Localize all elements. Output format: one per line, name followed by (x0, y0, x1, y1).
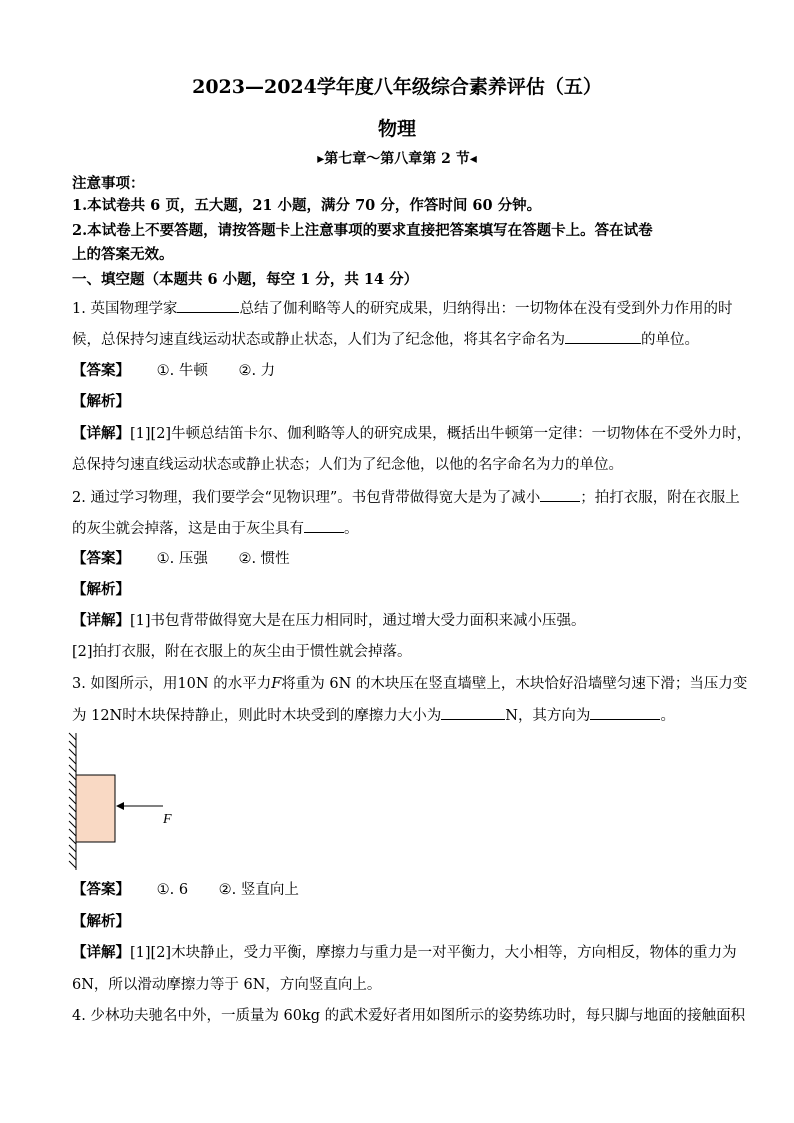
wooden-block (76, 775, 115, 842)
q1-blank-2 (565, 329, 641, 344)
analysis-label: 【解析】 (72, 581, 130, 598)
q2-blank-2 (304, 518, 344, 533)
analysis-label: 【解析】 (72, 393, 130, 410)
wall-block-figure (66, 730, 196, 875)
q2-answer-1: ①. 压强 (156, 551, 208, 567)
q4-line-1: 4. 少林功夫驰名中外，一质量为 60kg 的武术爱好者用如图所示的姿势练功时，每只脚与地面的接触面积 (72, 1008, 746, 1024)
section-1-heading: 一、填空题（本题共 6 小题，每空 1 分，共 14 分） (72, 271, 419, 288)
exam-title: 2023—2024学年度八年级综合素养评估（五） (192, 76, 602, 98)
q1-text-d: 的单位。 (641, 332, 699, 348)
q1-text-c: 候，总保持匀速直线运动状态或静止状态，人们为了纪念他，将其名字命名为 (72, 332, 565, 348)
q3-detail-line-1: 【详解】[1][2]木块静止，受力平衡，摩擦力与重力是一对平衡力，大小相等，方向相反，物体的重力为 (72, 944, 737, 961)
answer-label: 【答案】 (72, 362, 130, 379)
analysis-label: 【解析】 (72, 913, 130, 930)
q1-line-1 (72, 298, 732, 319)
q1-text-a: 1. 英国物理学家 (72, 301, 178, 317)
q2-answer-2: ②. 惯性 (238, 551, 290, 567)
q1-line-2 (72, 329, 699, 350)
q2-answer-row (72, 549, 316, 569)
q2-line-1: 2. 通过学习物理，我们要学会“见物识理”。书包背带做得宽大是为了减小 ；拍打衣服，附在衣服上 (72, 487, 740, 508)
q1-answer-row (72, 361, 301, 381)
q2-detail-line-1: 【详解】[1]书包背带做得宽大是在压力相同时，通过增大受力面积来减小压强。 (72, 612, 586, 629)
q2-detail-line-2: [2]拍打衣服，附在衣服上的灰尘由于惯性就会掉落。 (72, 644, 412, 660)
notice-heading: 注意事项： (72, 175, 145, 192)
q3-answer-row (72, 880, 325, 900)
answer-label: 【答案】 (72, 550, 130, 567)
q1-detail-line-1: 【详解】[1][2]牛顿总结笛卡尔、伽利略等人的研究成果，概括出牛顿第一定律：一切物体在不受外力时， (72, 425, 752, 442)
detail-label: 【详解】 (72, 612, 130, 629)
q2-line-2: 的灰尘就会掉落，这是由于灰尘具有 。 (72, 518, 359, 539)
q3-line-2: 为 12N时木块保持静止，则此时木块受到的摩擦力大小为 N，其方向为 。 (72, 705, 675, 726)
force-arrow-head (116, 802, 124, 810)
q3-blank-2 (590, 705, 660, 720)
q3-blank-1 (441, 705, 505, 720)
q2-blank-1 (540, 487, 580, 502)
force-label: F (163, 812, 172, 827)
scope-line: ▸第七章～第八章第 2 节◂ (317, 151, 477, 167)
notice-item-2-line-2: 上的答案无效。 (72, 246, 174, 263)
q3-detail-line-2: 6N，所以滑动摩擦力等于 6N，方向竖直向上。 (72, 977, 382, 993)
q3-answer-2: ②. 竖直向上 (218, 882, 299, 898)
notice-item-2-line-1: 2.本试卷上不要答题，请按答题卡上注意事项的要求直接把答案填写在答题卡上。答在试卷 (72, 222, 653, 239)
detail-label: 【详解】 (72, 944, 130, 961)
q3-line-1: 3. 如图所示，用10N 的水平力F将重为 6N 的木块压在竖直墙壁上，木块恰好沿墙壁匀速下滑；当压力变 (72, 676, 748, 692)
q1-answer-2: ②. 力 (238, 363, 276, 379)
q3-force-symbol: F (271, 676, 282, 692)
q3-answer-1: ①. 6 (156, 882, 189, 898)
subject-title: 物理 (377, 118, 416, 140)
notice-item-1: 1.本试卷共 6 页，五大题，21 小题，满分 70 分，作答时间 60 分钟。 (72, 197, 542, 214)
wall-hatching (69, 733, 76, 870)
answer-label: 【答案】 (72, 881, 130, 898)
q1-blank-1 (177, 298, 239, 313)
q1-text-b: 总结了伽利略等人的研究成果，归纳得出：一切物体在没有受到外力作用的时 (239, 301, 733, 317)
q1-detail-line-2: 总保持匀速直线运动状态或静止状态；人们为了纪念他，以他的名字命名为力的单位。 (72, 457, 623, 473)
detail-label: 【详解】 (72, 425, 130, 442)
q1-answer-1: ①. 牛顿 (156, 363, 208, 379)
